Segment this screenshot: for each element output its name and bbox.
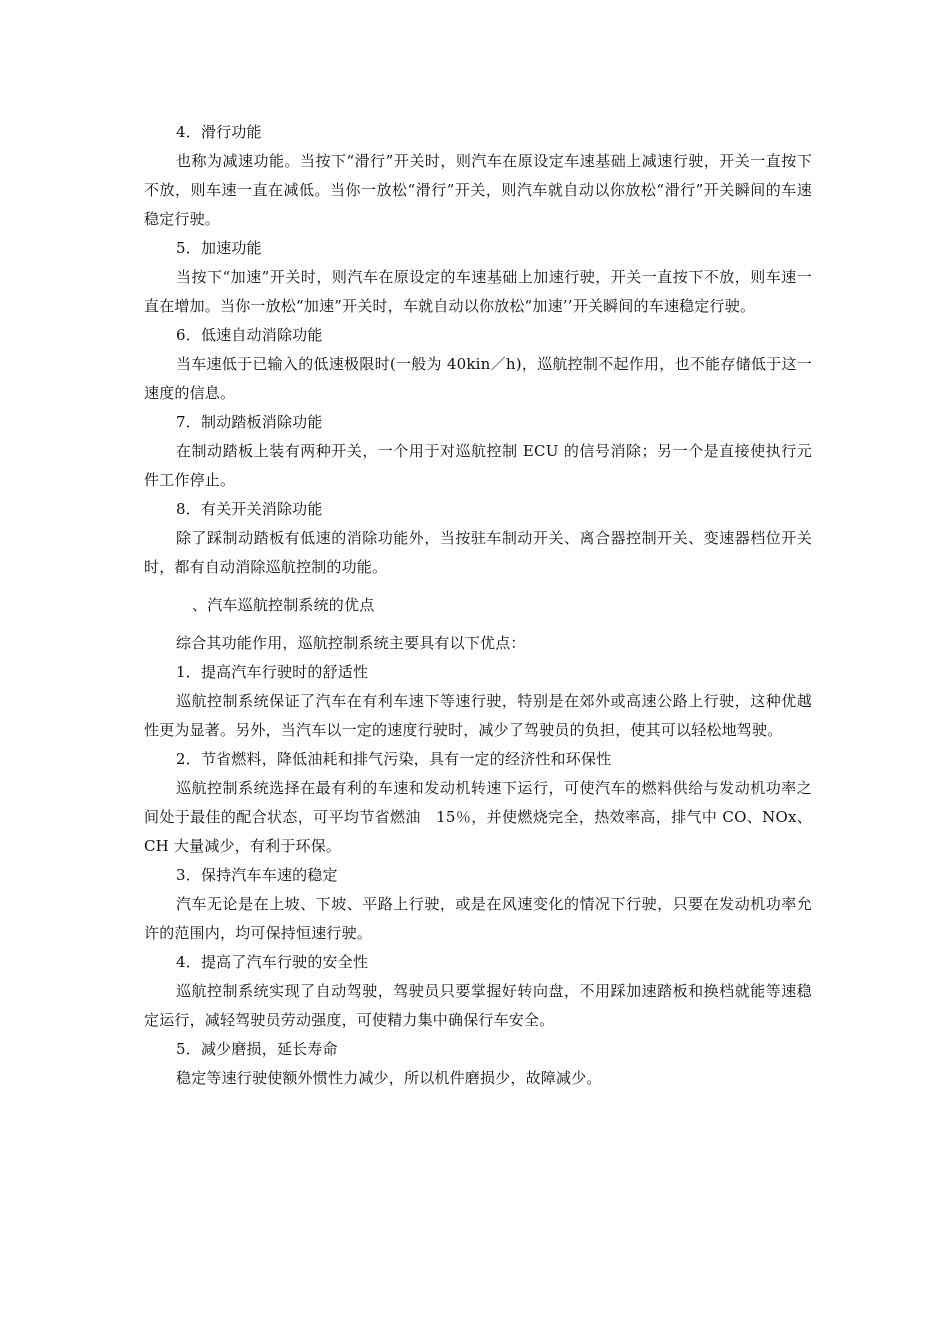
para-coast-function: 也称为减速功能。当按下“滑行”开关时，则汽车在原设定车速基础上减速行驶，开关一直按下不放，则车速一直在减低。当你一放松“滑行”开关，则汽车就自动以你放松“滑行”开关瞬间的车速稳定行驶。 xyxy=(144,152,812,228)
para-comfort: 巡航控制系统保证了汽车在有利车速下等速行驶，特别是在郊外或高速公路上行驶，这种优越性更为显著。另外，当汽车以一定的速度行驶时，减少了驾驶员的负担，使其可以轻松地驾驶。 xyxy=(144,692,812,739)
heading-accelerate-function: 5．加速功能 xyxy=(176,239,262,257)
heading-low-speed-cancel: 6．低速自动消除功能 xyxy=(176,326,323,344)
heading-comfort: 1．提高汽车行驶时的舒适性 xyxy=(176,663,369,681)
para-wear-reduction: 稳定等速行驶使额外惯性力减少，所以机件磨损少，故障减少。 xyxy=(176,1069,602,1087)
heading-fuel-economy: 2．节省燃料，降低油耗和排气污染，具有一定的经济性和环保性 xyxy=(176,750,612,768)
heading-wear-reduction: 5．减少磨损，延长寿命 xyxy=(176,1040,338,1058)
heading-brake-cancel: 7．制动踏板消除功能 xyxy=(176,413,323,431)
para-speed-stability: 汽车无论是在上坡、下坡、平路上行驶，或是在风速变化的情况下行驶，只要在发动机功率允许的范围内，均可保持恒速行驶。 xyxy=(144,895,812,942)
heading-coast-function: 4．滑行功能 xyxy=(176,123,262,141)
para-low-speed-cancel: 当车速低于已输入的低速极限时(一般为 40kin／h)，巡航控制不起作用，也不能存储低于这一速度的信息。 xyxy=(144,355,812,402)
para-accelerate-function: 当按下“加速”开关时，则汽车在原设定的车速基础上加速行驶，开关一直按下不放，则车速一直在增加。当你一放松“加速”开关时，车就自动以你放松“加速’’开关瞬间的车速稳定行驶。 xyxy=(144,268,812,315)
para-safety: 巡航控制系统实现了自动驾驶，驾驶员只要掌握好转向盘，不用踩加速踏板和换档就能等速稳定运行，减轻驾驶员劳动强度，可使精力集中确保行车安全。 xyxy=(144,982,812,1029)
para-fuel-economy: 巡航控制系统选择在最有利的车速和发动机转速下运行，可使汽车的燃料供给与发动机功率之间处于最佳的配合状态，可平均节省燃油 15％，并使燃烧完全，热效率高，排气中 CO、NOx、CH 大量减少，有利于环保。 xyxy=(144,779,812,855)
document-body xyxy=(144,118,812,1093)
heading-speed-stability: 3．保持汽车车速的稳定 xyxy=(176,866,338,884)
section-gap xyxy=(144,620,812,629)
heading-switch-cancel: 8．有关开关消除功能 xyxy=(176,500,323,518)
para-brake-cancel: 在制动踏板上装有两种开关，一个用于对巡航控制 ECU 的信号消除；另一个是直接使执行元件工作停止。 xyxy=(144,442,812,489)
para-advantages-intro: 综合其功能作用，巡航控制系统主要具有以下优点： xyxy=(176,634,526,652)
section-gap xyxy=(144,582,812,591)
section-title-advantages: 、汽车巡航控制系统的优点 xyxy=(192,596,375,614)
heading-safety: 4．提高了汽车行驶的安全性 xyxy=(176,953,369,971)
para-switch-cancel: 除了踩制动踏板有低速的消除功能外，当按驻车制动开关、离合器控制开关、变速器档位开关时，都有自动消除巡航控制的功能。 xyxy=(144,529,812,576)
